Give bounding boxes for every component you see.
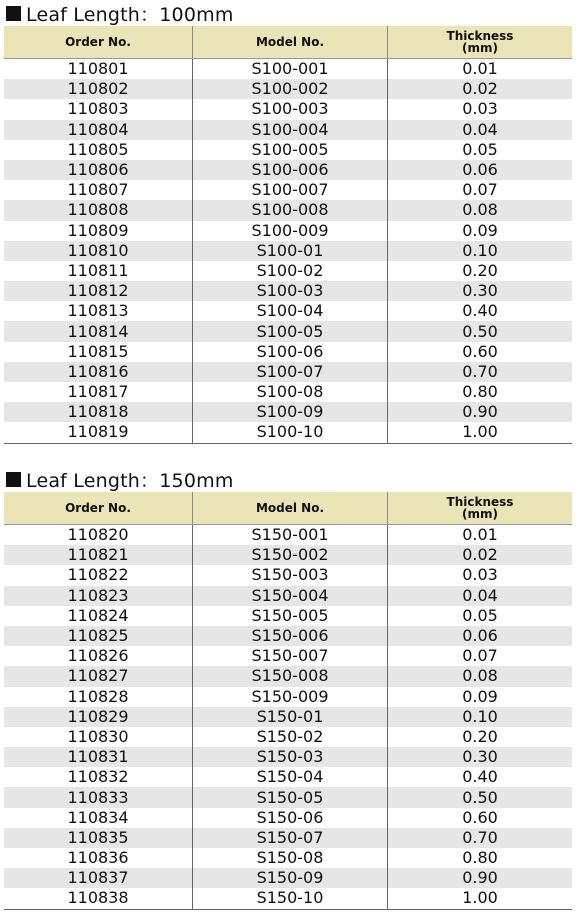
thickness-cell: 0.05 — [462, 139, 498, 159]
order-no-cell: 110829 — [4, 707, 193, 727]
order-no-cell: 110804 — [4, 120, 193, 140]
order-no-cell: 110813 — [4, 301, 193, 321]
order-no-cell: 110816 — [4, 362, 193, 382]
order-no-cell: 110811 — [4, 261, 193, 281]
order-no-cell: 110827 — [4, 666, 193, 686]
table-row — [4, 120, 572, 140]
thickness-cell: 0.40 — [462, 301, 498, 321]
order-no-cell: 110817 — [4, 382, 193, 402]
table-row — [4, 160, 572, 180]
table-row — [4, 301, 572, 321]
model-no-cell: S100-10 — [193, 422, 388, 443]
model-no-cell: S100-07 — [193, 362, 388, 382]
thickness-cell: 0.30 — [388, 747, 573, 767]
table-row — [4, 422, 572, 443]
order-no-cell: 110830 — [4, 727, 193, 747]
order-no-cell: 110836 — [4, 848, 193, 868]
thickness-cell: 0.40 — [462, 767, 498, 787]
table-row — [4, 342, 572, 362]
order-no-cell: 110822 — [4, 565, 193, 585]
model-no-cell: S100-08 — [193, 382, 388, 402]
thickness-cell: 0.07 — [462, 646, 498, 666]
table-row — [4, 79, 572, 99]
section-title — [0, 0, 576, 26]
square-bullet-icon — [6, 472, 21, 487]
table-row — [4, 787, 572, 807]
table-row — [4, 747, 572, 767]
table-row — [4, 59, 572, 80]
thickness-cell: 0.08 — [388, 200, 573, 220]
table-row — [4, 707, 572, 727]
table-row — [4, 362, 572, 382]
table-row — [4, 868, 572, 888]
thickness-cell: 0.20 — [462, 726, 498, 746]
order-no-cell: 110818 — [4, 402, 193, 422]
model-no-cell: S100-004 — [193, 120, 388, 140]
model-no-cell: S100-006 — [193, 160, 388, 180]
thickness-cell: 0.08 — [388, 666, 573, 686]
order-no-cell: 110806 — [4, 160, 193, 180]
thickness-cell: 0.50 — [388, 321, 573, 341]
order-no-cell: 110820 — [4, 525, 193, 546]
model-no-cell: S100-02 — [193, 261, 388, 281]
thickness-cell: 0.02 — [388, 79, 573, 99]
thickness-cell: 0.60 — [462, 341, 498, 361]
order-no-cell: 110814 — [4, 321, 193, 341]
header-thickness-label: Thickness — [446, 495, 514, 509]
thickness-cell: 0.90 — [388, 402, 573, 422]
order-no-cell: 110819 — [4, 422, 193, 443]
table-row — [4, 525, 572, 546]
table-row — [4, 687, 572, 707]
thickness-cell: 0.03 — [462, 99, 498, 119]
header-thickness — [388, 492, 573, 525]
header-row — [4, 26, 572, 59]
thickness-cell: 0.80 — [462, 382, 498, 402]
thickness-cell: 0.70 — [388, 362, 573, 382]
thickness-cell: 0.06 — [388, 160, 573, 180]
spec-table — [4, 26, 572, 444]
order-no-cell: 110838 — [4, 888, 193, 909]
thickness-cell: 0.80 — [462, 848, 498, 868]
header-thickness-unit: (mm) — [462, 507, 498, 521]
thickness-cell: 0.09 — [462, 220, 498, 240]
order-no-cell: 110831 — [4, 747, 193, 767]
order-no-cell: 110824 — [4, 606, 193, 626]
header-thickness — [388, 26, 573, 59]
section-title-text: Leaf Length：100mm — [26, 3, 234, 26]
table-row — [4, 767, 572, 787]
model-no-cell: S150-008 — [193, 666, 388, 686]
thickness-cell: 0.01 — [462, 525, 498, 545]
model-no-cell: S100-03 — [193, 281, 388, 301]
model-no-cell: S150-01 — [193, 707, 388, 727]
model-no-cell: S100-05 — [193, 321, 388, 341]
model-no-cell: S100-01 — [193, 241, 388, 261]
table-row — [4, 261, 572, 281]
order-no-cell: 110815 — [4, 342, 193, 362]
model-no-cell: S100-09 — [193, 402, 388, 422]
order-no-cell: 110821 — [4, 545, 193, 565]
table-row — [4, 808, 572, 828]
table-row — [4, 221, 572, 241]
spec-table — [4, 492, 572, 910]
table-row — [4, 586, 572, 606]
order-no-cell: 110805 — [4, 140, 193, 160]
model-no-cell: S100-002 — [193, 79, 388, 99]
model-no-cell: S150-04 — [193, 767, 388, 787]
model-no-cell: S150-02 — [193, 727, 388, 747]
thickness-cell: 0.60 — [462, 807, 498, 827]
square-bullet-icon — [6, 6, 21, 21]
thickness-cell: 0.90 — [388, 868, 573, 888]
thickness-cell: 0.10 — [388, 707, 573, 727]
model-no-cell: S150-004 — [193, 586, 388, 606]
table-row — [4, 727, 572, 747]
order-no-cell: 110801 — [4, 59, 193, 80]
model-no-cell: S100-001 — [193, 59, 388, 80]
table-row — [4, 321, 572, 341]
thickness-cell: 0.09 — [462, 686, 498, 706]
header-thickness-unit: (mm) — [462, 41, 498, 55]
order-no-cell: 110803 — [4, 99, 193, 119]
thickness-cell: 1.00 — [388, 888, 573, 909]
section-title-text: Leaf Length：150mm — [26, 469, 234, 492]
header-order-no: Order No. — [4, 492, 193, 525]
table-row — [4, 180, 572, 200]
model-no-cell: S150-005 — [193, 606, 388, 626]
table-row — [4, 606, 572, 626]
thickness-cell: 0.04 — [388, 586, 573, 606]
section-title — [0, 466, 576, 492]
table-row — [4, 140, 572, 160]
thickness-cell: 0.06 — [388, 626, 573, 646]
order-no-cell: 110837 — [4, 868, 193, 888]
section-leaf-150 — [0, 466, 576, 910]
model-no-cell: S150-003 — [193, 565, 388, 585]
order-no-cell: 110812 — [4, 281, 193, 301]
thickness-cell: 0.20 — [462, 260, 498, 280]
model-no-cell: S100-008 — [193, 200, 388, 220]
model-no-cell: S150-006 — [193, 626, 388, 646]
thickness-cell: 0.01 — [462, 59, 498, 79]
table-row — [4, 382, 572, 402]
model-no-cell: S150-002 — [193, 545, 388, 565]
table-row — [4, 888, 572, 909]
order-no-cell: 110810 — [4, 241, 193, 261]
table-row — [4, 848, 572, 868]
thickness-cell: 0.04 — [388, 120, 573, 140]
model-no-cell: S150-007 — [193, 646, 388, 666]
table-row — [4, 828, 572, 848]
table-row — [4, 666, 572, 686]
order-no-cell: 110834 — [4, 808, 193, 828]
thickness-cell: 0.70 — [388, 828, 573, 848]
table-row — [4, 99, 572, 119]
thickness-cell: 0.07 — [462, 180, 498, 200]
header-row — [4, 492, 572, 525]
model-no-cell: S100-007 — [193, 180, 388, 200]
table-row — [4, 200, 572, 220]
model-no-cell: S150-06 — [193, 808, 388, 828]
model-no-cell: S150-009 — [193, 687, 388, 707]
model-no-cell: S150-10 — [193, 888, 388, 909]
model-no-cell: S150-05 — [193, 787, 388, 807]
header-model-no: Model No. — [193, 26, 388, 59]
thickness-cell: 0.50 — [388, 787, 573, 807]
table-row — [4, 281, 572, 301]
order-no-cell: 110807 — [4, 180, 193, 200]
order-no-cell: 110833 — [4, 787, 193, 807]
thickness-cell: 0.03 — [462, 565, 498, 585]
table-row — [4, 402, 572, 422]
order-no-cell: 110832 — [4, 767, 193, 787]
order-no-cell: 110808 — [4, 200, 193, 220]
table-row — [4, 646, 572, 666]
order-no-cell: 110828 — [4, 687, 193, 707]
model-no-cell: S150-001 — [193, 525, 388, 546]
table-row — [4, 545, 572, 565]
header-thickness-label: Thickness — [446, 29, 514, 43]
model-no-cell: S150-09 — [193, 868, 388, 888]
model-no-cell: S100-003 — [193, 99, 388, 119]
header-model-no: Model No. — [193, 492, 388, 525]
thickness-cell: 0.05 — [462, 605, 498, 625]
table-row — [4, 626, 572, 646]
header-order-no: Order No. — [4, 26, 193, 59]
model-no-cell: S100-005 — [193, 140, 388, 160]
table-row — [4, 565, 572, 585]
thickness-cell: 0.30 — [388, 281, 573, 301]
order-no-cell: 110802 — [4, 79, 193, 99]
order-no-cell: 110835 — [4, 828, 193, 848]
table-row — [4, 241, 572, 261]
model-no-cell: S150-03 — [193, 747, 388, 767]
model-no-cell: S150-07 — [193, 828, 388, 848]
model-no-cell: S100-04 — [193, 301, 388, 321]
model-no-cell: S150-08 — [193, 848, 388, 868]
model-no-cell: S100-06 — [193, 342, 388, 362]
order-no-cell: 110823 — [4, 586, 193, 606]
order-no-cell: 110826 — [4, 646, 193, 666]
order-no-cell: 110825 — [4, 626, 193, 646]
order-no-cell: 110809 — [4, 221, 193, 241]
thickness-cell: 1.00 — [388, 422, 573, 443]
thickness-cell: 0.10 — [388, 241, 573, 261]
model-no-cell: S100-009 — [193, 221, 388, 241]
thickness-cell: 0.02 — [388, 545, 573, 565]
section-leaf-100 — [0, 0, 576, 444]
